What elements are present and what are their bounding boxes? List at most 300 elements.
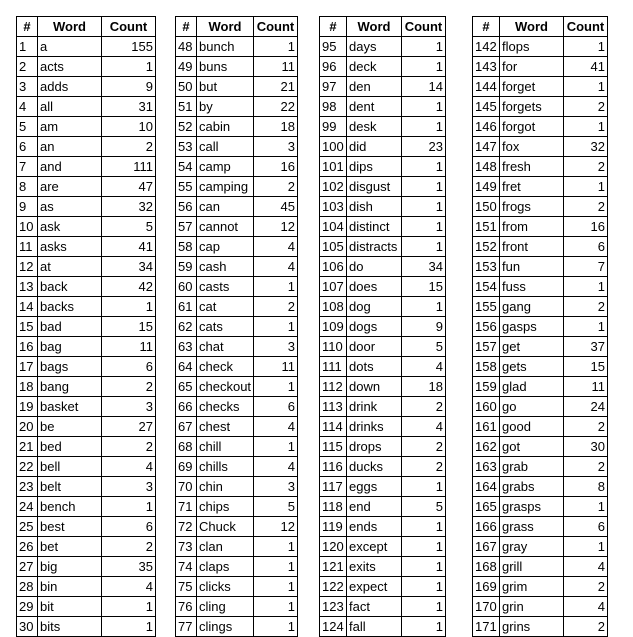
table-row [473, 377, 608, 397]
table-row [473, 537, 608, 557]
column-header-num: # [17, 17, 38, 37]
count-cell: 21 [254, 77, 298, 97]
row-number-cell: 21 [17, 437, 38, 457]
count-cell: 34 [402, 257, 446, 277]
word-cell: an [38, 137, 102, 157]
word-cell: grin [500, 597, 564, 617]
row-number-cell: 95 [320, 37, 347, 57]
count-cell: 18 [254, 117, 298, 137]
table-row [17, 77, 156, 97]
word-cell: glad [500, 377, 564, 397]
count-cell: 2 [102, 537, 156, 557]
table-row [473, 297, 608, 317]
table-row [176, 157, 298, 177]
row-number-cell: 151 [473, 217, 500, 237]
table-row [17, 277, 156, 297]
count-cell: 2 [564, 297, 608, 317]
word-cell: for [500, 57, 564, 77]
table-row [320, 577, 446, 597]
table-row [17, 217, 156, 237]
table-row [17, 197, 156, 217]
row-number-cell: 98 [320, 97, 347, 117]
row-number-cell: 145 [473, 97, 500, 117]
row-number-cell: 64 [176, 357, 197, 377]
row-number-cell: 110 [320, 337, 347, 357]
table-row [176, 97, 298, 117]
count-cell: 1 [402, 517, 446, 537]
word-cell: best [38, 517, 102, 537]
table-row [17, 357, 156, 377]
count-cell: 3 [102, 397, 156, 417]
count-cell: 2 [402, 397, 446, 417]
row-number-cell: 5 [17, 117, 38, 137]
word-cell: checks [197, 397, 254, 417]
table-row [473, 257, 608, 277]
count-cell: 155 [102, 37, 156, 57]
word-cell: ask [38, 217, 102, 237]
word-cell: at [38, 257, 102, 277]
count-cell: 42 [102, 277, 156, 297]
count-cell: 1 [102, 297, 156, 317]
row-number-cell: 74 [176, 557, 197, 577]
word-cell: disgust [347, 177, 402, 197]
row-number-cell: 96 [320, 57, 347, 77]
word-cell: but [197, 77, 254, 97]
table-row [17, 377, 156, 397]
count-cell: 1 [254, 37, 298, 57]
table-row [17, 337, 156, 357]
row-number-cell: 76 [176, 597, 197, 617]
row-number-cell: 120 [320, 537, 347, 557]
row-number-cell: 8 [17, 177, 38, 197]
count-cell: 5 [254, 497, 298, 517]
count-cell: 1 [402, 557, 446, 577]
table-row [176, 537, 298, 557]
table-header-row [17, 17, 156, 37]
count-cell: 4 [254, 457, 298, 477]
row-number-cell: 52 [176, 117, 197, 137]
word-cell: grab [500, 457, 564, 477]
table-row [320, 557, 446, 577]
word-cell: exits [347, 557, 402, 577]
row-number-cell: 71 [176, 497, 197, 517]
count-cell: 1 [102, 617, 156, 637]
table-row [320, 157, 446, 177]
row-number-cell: 163 [473, 457, 500, 477]
count-cell: 1 [402, 297, 446, 317]
count-cell: 11 [254, 357, 298, 377]
word-cell: grasps [500, 497, 564, 517]
word-table-3 [319, 16, 446, 637]
word-cell: bench [38, 497, 102, 517]
count-cell: 12 [254, 217, 298, 237]
word-cell: down [347, 377, 402, 397]
table-row [320, 77, 446, 97]
count-cell: 4 [402, 417, 446, 437]
row-number-cell: 13 [17, 277, 38, 297]
count-cell: 1 [402, 197, 446, 217]
count-cell: 2 [402, 437, 446, 457]
word-cell: bed [38, 437, 102, 457]
word-cell: are [38, 177, 102, 197]
word-cell: grim [500, 577, 564, 597]
table-row [17, 457, 156, 477]
word-cell: go [500, 397, 564, 417]
table-row [473, 597, 608, 617]
count-cell: 15 [402, 277, 446, 297]
table-row [473, 197, 608, 217]
row-number-cell: 97 [320, 77, 347, 97]
word-cell: fact [347, 597, 402, 617]
table-row [17, 497, 156, 517]
table-row [473, 157, 608, 177]
table-row [176, 217, 298, 237]
count-cell: 14 [402, 77, 446, 97]
count-cell: 41 [102, 237, 156, 257]
row-number-cell: 3 [17, 77, 38, 97]
count-cell: 12 [254, 517, 298, 537]
count-cell: 1 [402, 37, 446, 57]
word-cell: dish [347, 197, 402, 217]
table-row [320, 197, 446, 217]
word-cell: bang [38, 377, 102, 397]
table-row [320, 137, 446, 157]
word-cell: fox [500, 137, 564, 157]
row-number-cell: 1 [17, 37, 38, 57]
row-number-cell: 106 [320, 257, 347, 277]
row-number-cell: 12 [17, 257, 38, 277]
row-number-cell: 168 [473, 557, 500, 577]
row-number-cell: 28 [17, 577, 38, 597]
table-row [17, 537, 156, 557]
count-cell: 1 [402, 57, 446, 77]
column-header-word: Word [38, 17, 102, 37]
table-row [17, 177, 156, 197]
table-row [473, 357, 608, 377]
count-cell: 11 [564, 377, 608, 397]
count-cell: 1 [102, 57, 156, 77]
row-number-cell: 4 [17, 97, 38, 117]
table-row [320, 617, 446, 637]
table-row [473, 557, 608, 577]
count-cell: 22 [254, 97, 298, 117]
row-number-cell: 117 [320, 477, 347, 497]
table-row [473, 517, 608, 537]
word-cell: camping [197, 177, 254, 197]
table-row [320, 537, 446, 557]
count-cell: 1 [402, 217, 446, 237]
word-cell: by [197, 97, 254, 117]
table-row [176, 257, 298, 277]
count-cell: 2 [564, 617, 608, 637]
word-cell: casts [197, 277, 254, 297]
row-number-cell: 170 [473, 597, 500, 617]
word-cell: front [500, 237, 564, 257]
row-number-cell: 103 [320, 197, 347, 217]
table-header-row [176, 17, 298, 37]
count-cell: 1 [102, 597, 156, 617]
count-cell: 2 [564, 417, 608, 437]
count-cell: 1 [402, 177, 446, 197]
count-cell: 11 [254, 57, 298, 77]
count-cell: 2 [564, 197, 608, 217]
row-number-cell: 77 [176, 617, 197, 637]
word-cell: did [347, 137, 402, 157]
word-cell: days [347, 37, 402, 57]
table-row [176, 617, 298, 637]
word-cell: door [347, 337, 402, 357]
count-cell: 16 [254, 157, 298, 177]
table-row [17, 617, 156, 637]
count-cell: 1 [564, 497, 608, 517]
row-number-cell: 2 [17, 57, 38, 77]
row-number-cell: 23 [17, 477, 38, 497]
count-cell: 1 [254, 537, 298, 557]
count-cell: 6 [564, 237, 608, 257]
table-row [473, 177, 608, 197]
word-cell: backs [38, 297, 102, 317]
column-header-word: Word [347, 17, 402, 37]
row-number-cell: 58 [176, 237, 197, 257]
table-row [17, 297, 156, 317]
row-number-cell: 54 [176, 157, 197, 177]
word-cell: bin [38, 577, 102, 597]
word-cell: end [347, 497, 402, 517]
row-number-cell: 6 [17, 137, 38, 157]
table-row [320, 517, 446, 537]
word-cell: bits [38, 617, 102, 637]
count-cell: 3 [254, 337, 298, 357]
table-row [473, 477, 608, 497]
count-cell: 1 [402, 617, 446, 637]
row-number-cell: 14 [17, 297, 38, 317]
count-cell: 1 [254, 617, 298, 637]
table-row [473, 417, 608, 437]
count-cell: 1 [254, 597, 298, 617]
word-cell: clan [197, 537, 254, 557]
row-number-cell: 72 [176, 517, 197, 537]
word-table-1 [16, 16, 156, 637]
table-row [473, 577, 608, 597]
count-cell: 11 [102, 337, 156, 357]
count-cell: 3 [102, 477, 156, 497]
word-cell: acts [38, 57, 102, 77]
row-number-cell: 51 [176, 97, 197, 117]
row-number-cell: 24 [17, 497, 38, 517]
word-table-2 [175, 16, 298, 637]
row-number-cell: 30 [17, 617, 38, 637]
row-number-cell: 116 [320, 457, 347, 477]
column-header-num: # [473, 17, 500, 37]
count-cell: 1 [402, 577, 446, 597]
row-number-cell: 57 [176, 217, 197, 237]
count-cell: 15 [564, 357, 608, 377]
table-header-row [320, 17, 446, 37]
table-row [17, 237, 156, 257]
table-row [17, 257, 156, 277]
count-cell: 4 [254, 417, 298, 437]
row-number-cell: 115 [320, 437, 347, 457]
count-cell: 2 [254, 177, 298, 197]
row-number-cell: 119 [320, 517, 347, 537]
word-cell: drinks [347, 417, 402, 437]
row-number-cell: 148 [473, 157, 500, 177]
count-cell: 2 [102, 377, 156, 397]
row-number-cell: 7 [17, 157, 38, 177]
word-cell: all [38, 97, 102, 117]
table-header-row [473, 17, 608, 37]
word-cell: get [500, 337, 564, 357]
row-number-cell: 61 [176, 297, 197, 317]
count-cell: 1 [564, 37, 608, 57]
row-number-cell: 150 [473, 197, 500, 217]
row-number-cell: 123 [320, 597, 347, 617]
word-cell: bag [38, 337, 102, 357]
count-cell: 2 [402, 457, 446, 477]
word-cell: big [38, 557, 102, 577]
count-cell: 30 [564, 437, 608, 457]
table-row [17, 137, 156, 157]
word-cell: good [500, 417, 564, 437]
row-number-cell: 20 [17, 417, 38, 437]
count-cell: 4 [564, 557, 608, 577]
table-row [176, 597, 298, 617]
row-number-cell: 108 [320, 297, 347, 317]
word-cell: a [38, 37, 102, 57]
row-number-cell: 99 [320, 117, 347, 137]
word-cell: bad [38, 317, 102, 337]
row-number-cell: 29 [17, 597, 38, 617]
table-row [320, 377, 446, 397]
word-cell: does [347, 277, 402, 297]
table-row [473, 317, 608, 337]
count-cell: 2 [564, 157, 608, 177]
count-cell: 35 [102, 557, 156, 577]
table-row [320, 57, 446, 77]
table-row [17, 37, 156, 57]
word-cell: fuss [500, 277, 564, 297]
row-number-cell: 73 [176, 537, 197, 557]
word-cell: clings [197, 617, 254, 637]
word-cell: gasps [500, 317, 564, 337]
row-number-cell: 114 [320, 417, 347, 437]
table-row [176, 377, 298, 397]
table-row [320, 317, 446, 337]
count-cell: 41 [564, 57, 608, 77]
table-row [320, 597, 446, 617]
row-number-cell: 169 [473, 577, 500, 597]
word-cell: grass [500, 517, 564, 537]
table-row [176, 517, 298, 537]
count-cell: 10 [102, 117, 156, 137]
table-row [473, 117, 608, 137]
row-number-cell: 10 [17, 217, 38, 237]
count-cell: 16 [564, 217, 608, 237]
row-number-cell: 70 [176, 477, 197, 497]
table-row [176, 197, 298, 217]
table-row [17, 57, 156, 77]
table-row [176, 557, 298, 577]
word-cell: chill [197, 437, 254, 457]
word-cell: grill [500, 557, 564, 577]
row-number-cell: 165 [473, 497, 500, 517]
row-number-cell: 101 [320, 157, 347, 177]
column-header-word: Word [197, 17, 254, 37]
count-cell: 1 [254, 277, 298, 297]
word-cell: forgets [500, 97, 564, 117]
table-row [320, 37, 446, 57]
row-number-cell: 48 [176, 37, 197, 57]
word-cell: camp [197, 157, 254, 177]
word-cell: cabin [197, 117, 254, 137]
count-cell: 1 [402, 477, 446, 497]
count-cell: 5 [402, 337, 446, 357]
table-row [176, 57, 298, 77]
table-row [320, 477, 446, 497]
word-cell: chills [197, 457, 254, 477]
row-number-cell: 15 [17, 317, 38, 337]
row-number-cell: 109 [320, 317, 347, 337]
word-cell: cannot [197, 217, 254, 237]
count-cell: 1 [254, 577, 298, 597]
count-cell: 1 [402, 597, 446, 617]
table-row [320, 177, 446, 197]
row-number-cell: 162 [473, 437, 500, 457]
word-cell: as [38, 197, 102, 217]
table-row [320, 457, 446, 477]
table-row [320, 257, 446, 277]
count-cell: 32 [564, 137, 608, 157]
row-number-cell: 66 [176, 397, 197, 417]
row-number-cell: 11 [17, 237, 38, 257]
row-number-cell: 154 [473, 277, 500, 297]
word-cell: frogs [500, 197, 564, 217]
row-number-cell: 26 [17, 537, 38, 557]
table-row [320, 397, 446, 417]
word-cell: cling [197, 597, 254, 617]
count-cell: 8 [564, 477, 608, 497]
table-row [320, 217, 446, 237]
table-row [176, 77, 298, 97]
row-number-cell: 153 [473, 257, 500, 277]
row-number-cell: 113 [320, 397, 347, 417]
word-cell: ends [347, 517, 402, 537]
table-row [176, 577, 298, 597]
table-row [176, 457, 298, 477]
word-cell: buns [197, 57, 254, 77]
table-row [176, 137, 298, 157]
word-cell: am [38, 117, 102, 137]
row-number-cell: 167 [473, 537, 500, 557]
word-cell: fret [500, 177, 564, 197]
table-row [320, 357, 446, 377]
column-header-count: Count [402, 17, 446, 37]
count-cell: 45 [254, 197, 298, 217]
row-number-cell: 104 [320, 217, 347, 237]
row-number-cell: 146 [473, 117, 500, 137]
row-number-cell: 105 [320, 237, 347, 257]
word-cell: gray [500, 537, 564, 557]
column-header-num: # [176, 17, 197, 37]
table-row [320, 97, 446, 117]
word-cell: basket [38, 397, 102, 417]
row-number-cell: 25 [17, 517, 38, 537]
table-row [17, 317, 156, 337]
table-row [473, 217, 608, 237]
row-number-cell: 112 [320, 377, 347, 397]
table-row [176, 337, 298, 357]
row-number-cell: 118 [320, 497, 347, 517]
